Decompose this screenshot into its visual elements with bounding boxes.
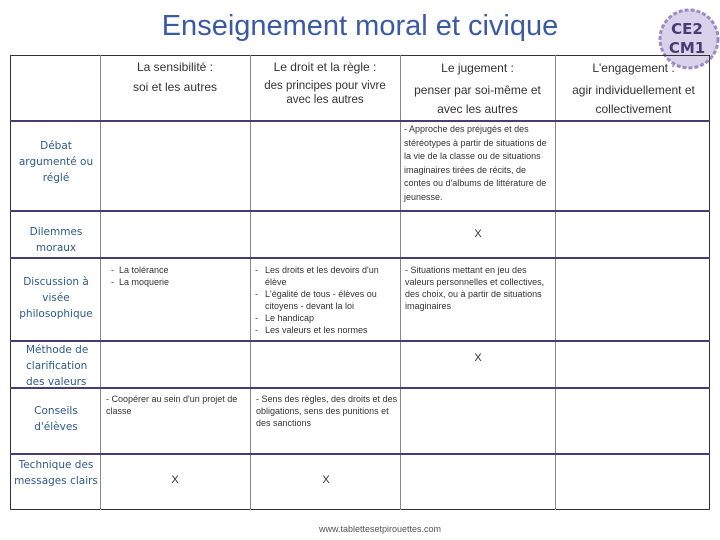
row-divider — [10, 120, 710, 122]
list-item: - Le handicap — [265, 312, 396, 324]
cell-technique-x2: X — [322, 474, 330, 486]
cell-debat-jugement: - Approche des préjugés et des stéréotypes à partir de situations de la vie de la classe ou de situations imaginaires tirées de récits, de contes ou d'albums de littérature de jeunesse. — [404, 124, 547, 202]
column-divider — [100, 55, 101, 510]
column-header-sensibilite — [102, 59, 248, 95]
column-header-jugement — [402, 59, 553, 119]
row-divider — [10, 210, 710, 212]
column-divider — [250, 55, 251, 510]
header-subline: des principes pour vivre avec les autres — [264, 80, 386, 106]
row-label-debat: Débat argumenté ou réglé — [18, 140, 94, 184]
cell-discussion-droit — [256, 264, 396, 336]
header-subline: soi et les autres — [132, 80, 218, 94]
row-divider — [10, 340, 710, 342]
row-divider — [10, 387, 710, 389]
cell-methode-x: X — [474, 352, 482, 364]
cell-dilemmes-x: X — [474, 228, 482, 240]
page-title: Enseignement moral et civique — [161, 10, 559, 42]
header-line: L'engagement : — [592, 61, 675, 75]
column-divider — [400, 55, 401, 510]
row-divider — [10, 453, 710, 455]
cell-conseils-droit: - Sens des règles, des droits et des obligations, sens des punitions et des sanctions — [256, 394, 398, 428]
row-label-technique: Technique des messages clairs — [14, 459, 98, 487]
row-label-methode: Méthode de clarification des valeurs — [26, 344, 89, 388]
row-divider — [10, 257, 710, 259]
badge-line-2: CM1 — [668, 39, 706, 57]
cell-technique-x1: X — [171, 474, 179, 486]
cell-discussion-sensibilite — [110, 264, 246, 288]
row-label-discussion: Discussion à visée philosophique — [19, 276, 93, 320]
column-divider — [555, 55, 556, 510]
column-header-droit — [255, 59, 395, 107]
header-line: La sensibilité : — [136, 60, 214, 74]
column-header-engagement — [557, 59, 710, 119]
list-item: - La tolérance — [119, 264, 246, 276]
row-label-dilemmes: Dilemmes moraux — [29, 226, 83, 254]
footer-credit: www.tablettesetpirouettes.com — [318, 524, 442, 534]
list-item: - La moquerie — [119, 276, 246, 288]
header-line: Le jugement : — [441, 61, 514, 75]
header-subline: agir individuellement et collectivement — [572, 83, 695, 116]
list-item: - Les droits et les devoirs d'un élève — [265, 264, 396, 288]
level-badge — [658, 20, 716, 58]
cell-discussion-jugement: - Situations mettant en jeu des valeurs personnelles et collectives, des choix, ou à partir de situations imaginaires — [405, 265, 545, 311]
badge-line-1: CE2 — [671, 20, 703, 38]
cell-conseils-sensibilite: - Coopérer au sein d'un projet de classe — [106, 394, 238, 416]
header-subline: penser par soi-même et avec les autres — [414, 83, 541, 116]
list-item: - Les valeurs et les normes — [265, 324, 396, 336]
row-label-conseils: Conseils d'élèves — [34, 405, 78, 433]
header-line: Le droit et la règle : — [273, 60, 377, 74]
list-item: - L'égalité de tous - élèves ou citoyens - devant la loi — [265, 288, 396, 312]
